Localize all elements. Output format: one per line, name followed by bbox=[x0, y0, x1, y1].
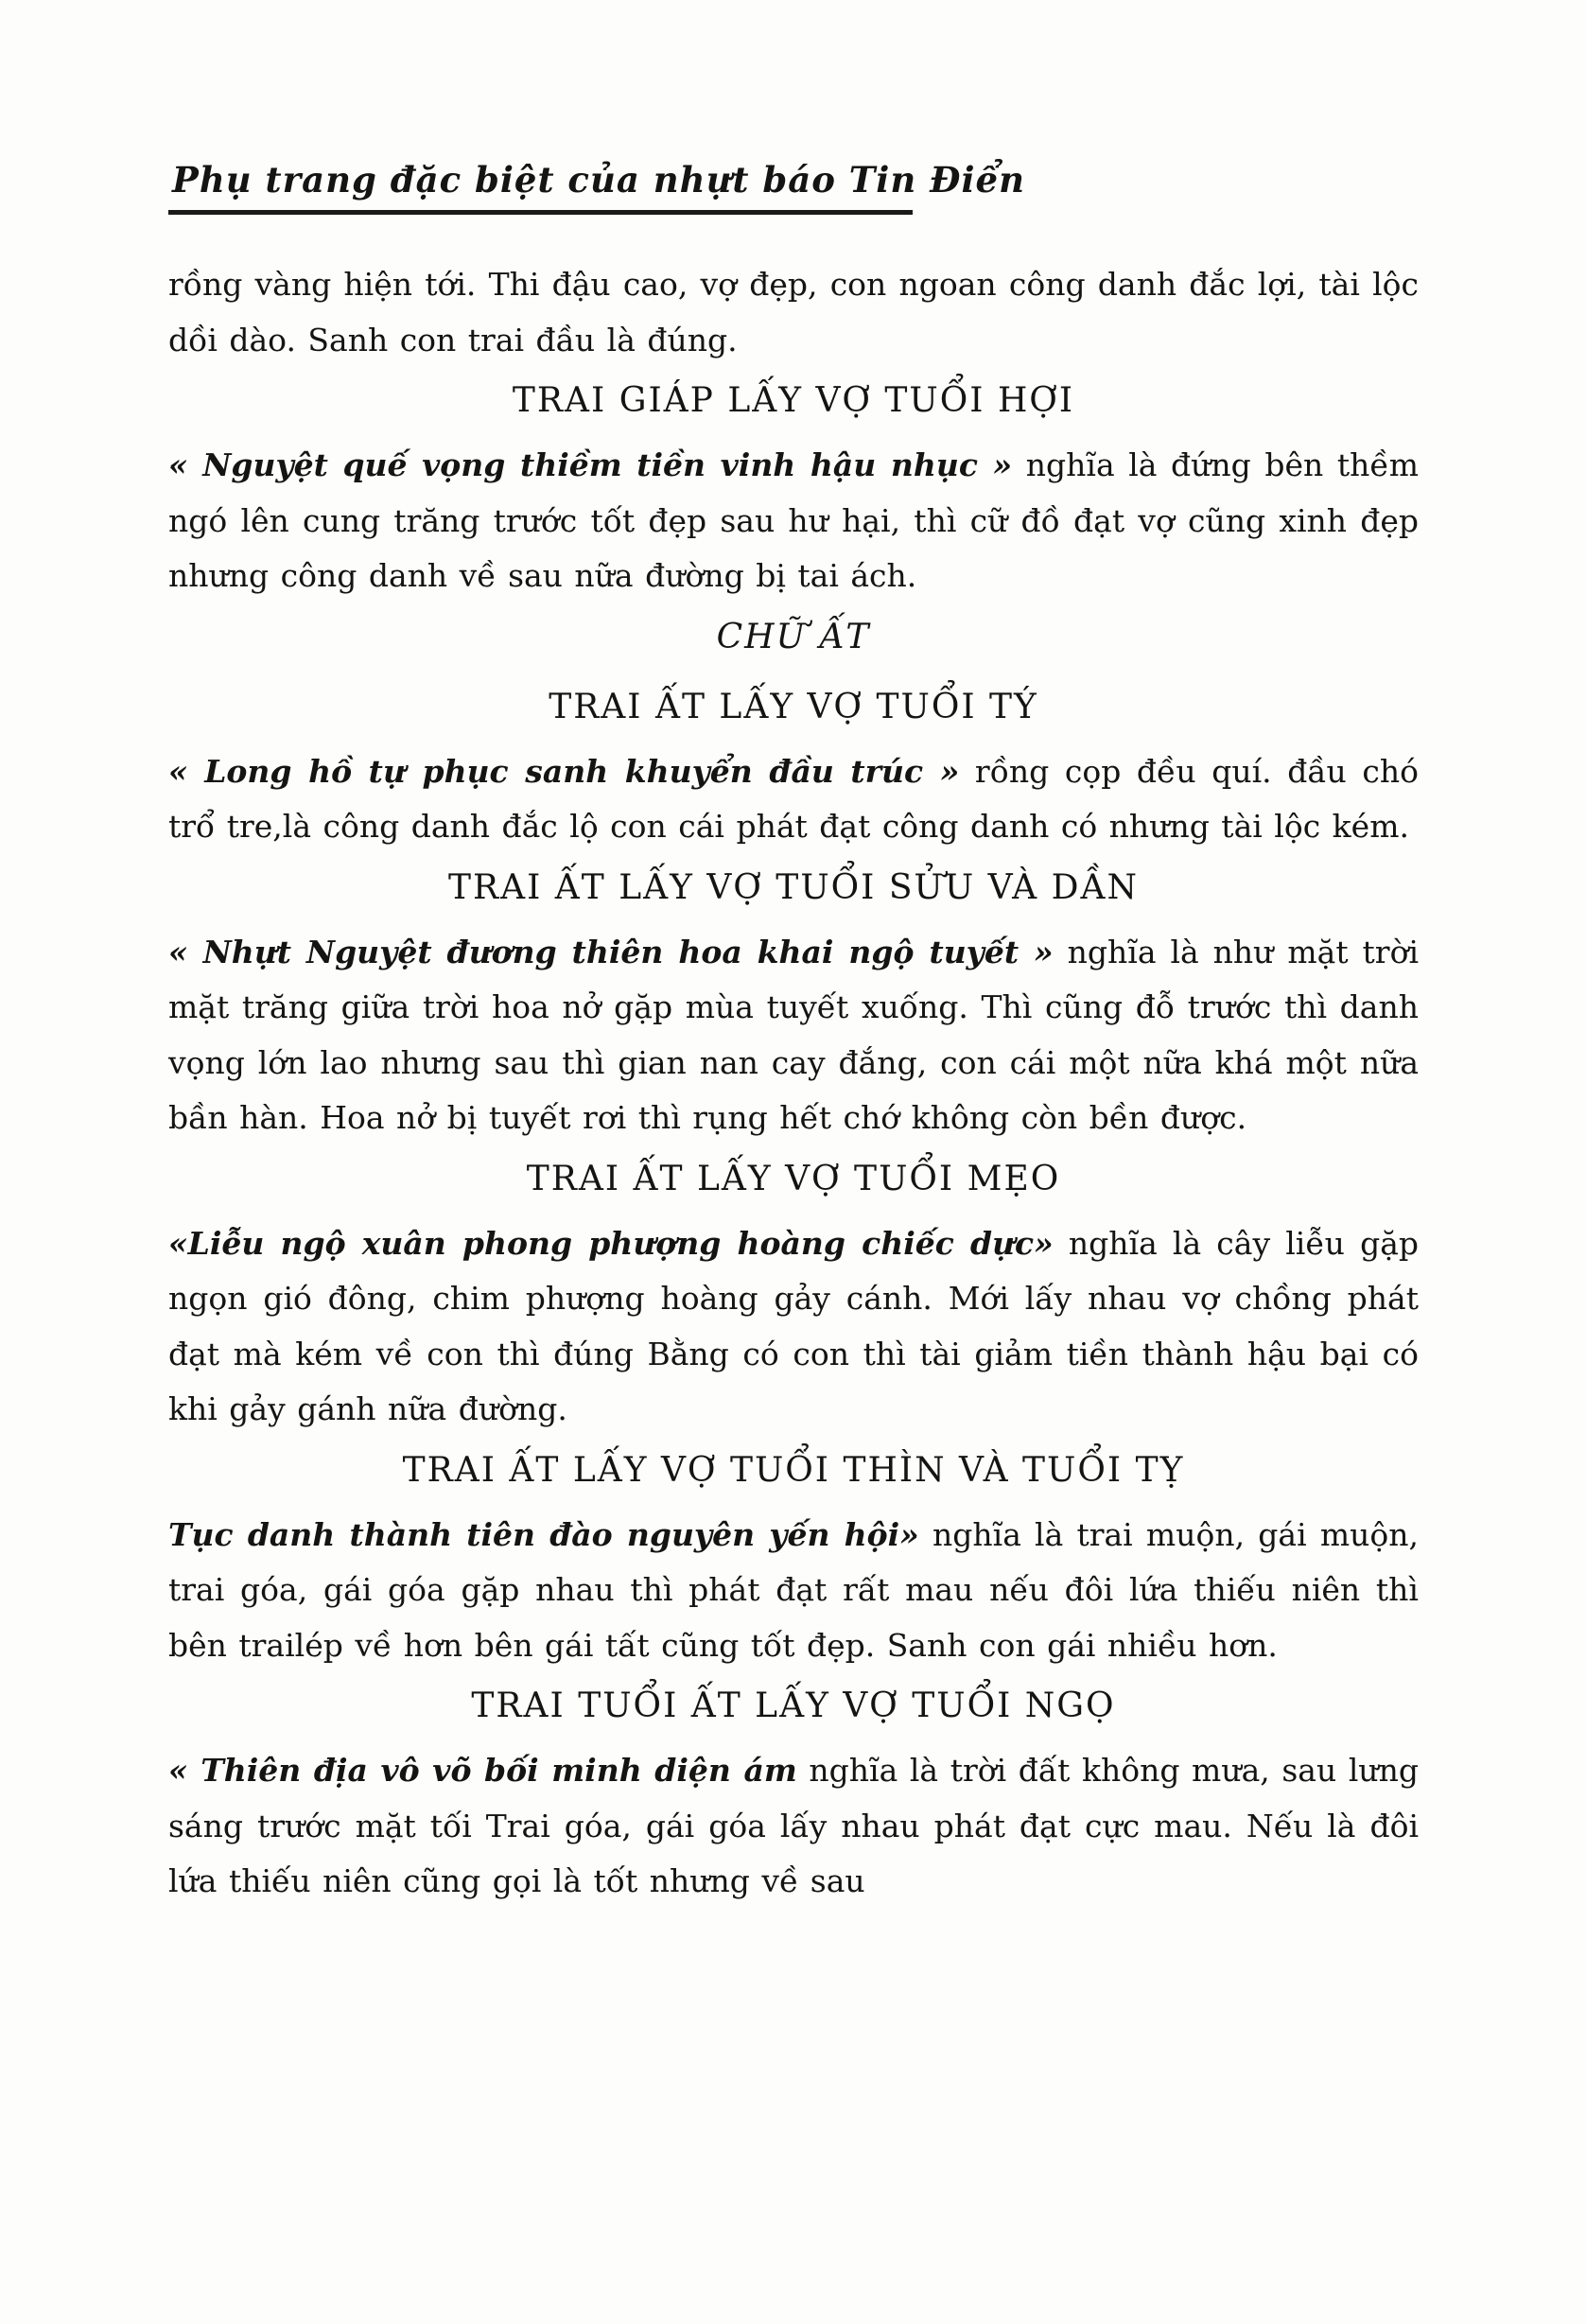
page-body bbox=[168, 257, 1419, 1910]
section-heading: TRAI ẤT LẤY VỢ TUỔI MẸO bbox=[526, 1159, 1061, 1198]
paragraph-text: nghĩa là như mặt trời mặt trăng giữa trời hoa nở gặp mùa tuyết xuống. Thì cũng đỗ trước thì danh vọng lớn lao nhưng sau thì gian nan cay đắng, con cái một nữa khá một nữa bần hàn. Hoa nở bị tuyết rơi thì rụng hết chớ không còn bền được. bbox=[168, 933, 1420, 1136]
section-heading: TRAI GIÁP LẤY VỢ TUỔI HỢI bbox=[512, 381, 1075, 420]
paragraph-lead: «Liễu ngộ xuân phong phượng hoàng chiếc dực» bbox=[168, 1224, 1054, 1262]
paragraph-lead: Tục danh thành tiên đào nguyên yến hội» bbox=[168, 1515, 919, 1553]
header-rule bbox=[168, 210, 913, 215]
paragraph bbox=[168, 438, 1419, 604]
paragraph bbox=[168, 744, 1419, 855]
section-heading: TRAI ẤT LẤY VỢ TUỔI THÌN VÀ TUỔI TỴ bbox=[402, 1450, 1185, 1490]
paragraph bbox=[168, 925, 1419, 1146]
paragraph bbox=[168, 1216, 1419, 1438]
paragraph bbox=[168, 1508, 1419, 1674]
paragraph-lead: « Long hồ tự phục sanh khuyển đầu trúc » bbox=[168, 752, 960, 790]
chapter-heading: CHỮ ẤT bbox=[716, 617, 871, 656]
section-heading: TRAI ẤT LẤY VỢ TUỔI SỬU VÀ DẦN bbox=[448, 867, 1139, 907]
section-heading: TRAI TUỔI ẤT LẤY VỢ TUỔI NGỌ bbox=[471, 1686, 1116, 1725]
paragraph-text: nghĩa là trời đất không mưa, sau lưng sáng trước mặt tối Trai góa, gái góa lấy nhau phát đạt cực mau. Nếu là đôi lứa thiếu niên cũng gọi là tốt nhưng về sau bbox=[168, 1752, 1420, 1899]
paragraph-text: rồng vàng hiện tới. Thi đậu cao, vợ đẹp, con ngoan công danh đắc lợi, tài lộc dồi dào. Sanh con trai đầu là đúng. bbox=[168, 266, 1419, 358]
paragraph-text: rồng cọp đều quí. đầu chó trổ tre,là công danh đắc lộ con cái phát đạt công danh có nhưng tài lộc kém. bbox=[168, 752, 1419, 845]
paragraph-lead: « Nguyệt quế vọng thiềm tiền vinh hậu nhục » bbox=[168, 446, 1013, 483]
paragraph-text: nghĩa là cây liễu gặp ngọn gió đông, chim phượng hoàng gảy cánh. Mới lấy nhau vợ chồng phát đạt mà kém về con thì đúng Bằng có con thì tài giảm tiền thành hậu bại có khi gảy gánh nữa đường. bbox=[168, 1224, 1419, 1427]
section-heading: TRAI ẤT LẤY VỢ TUỔI TÝ bbox=[549, 687, 1038, 726]
paragraph bbox=[168, 257, 1419, 368]
paragraph-text: nghĩa là đứng bên thềm ngó lên cung trăng trước tốt đẹp sau hư hại, thì cữ đồ đạt vợ cũng xinh đẹp nhưng công danh về sau nữa đường bị tai ách. bbox=[168, 446, 1419, 594]
paragraph-lead: « Nhựt Nguyệt đương thiên hoa khai ngộ tuyết » bbox=[168, 933, 1054, 970]
paragraph-text: nghĩa là trai muộn, gái muộn, trai góa, gái góa gặp nhau thì phát đạt rất mau nếu đôi lứa thiếu niên thì bên trailép về hơn bên gái tất cũng tốt đẹp. Sanh con gái nhiều hơn. bbox=[168, 1515, 1419, 1664]
running-header: Phụ trang đặc biệt của nhựt báo Tin Điển bbox=[172, 159, 1025, 201]
paragraph bbox=[168, 1743, 1419, 1910]
paragraph-lead: « Thiên địa vô võ bối minh diện ám bbox=[168, 1752, 797, 1789]
